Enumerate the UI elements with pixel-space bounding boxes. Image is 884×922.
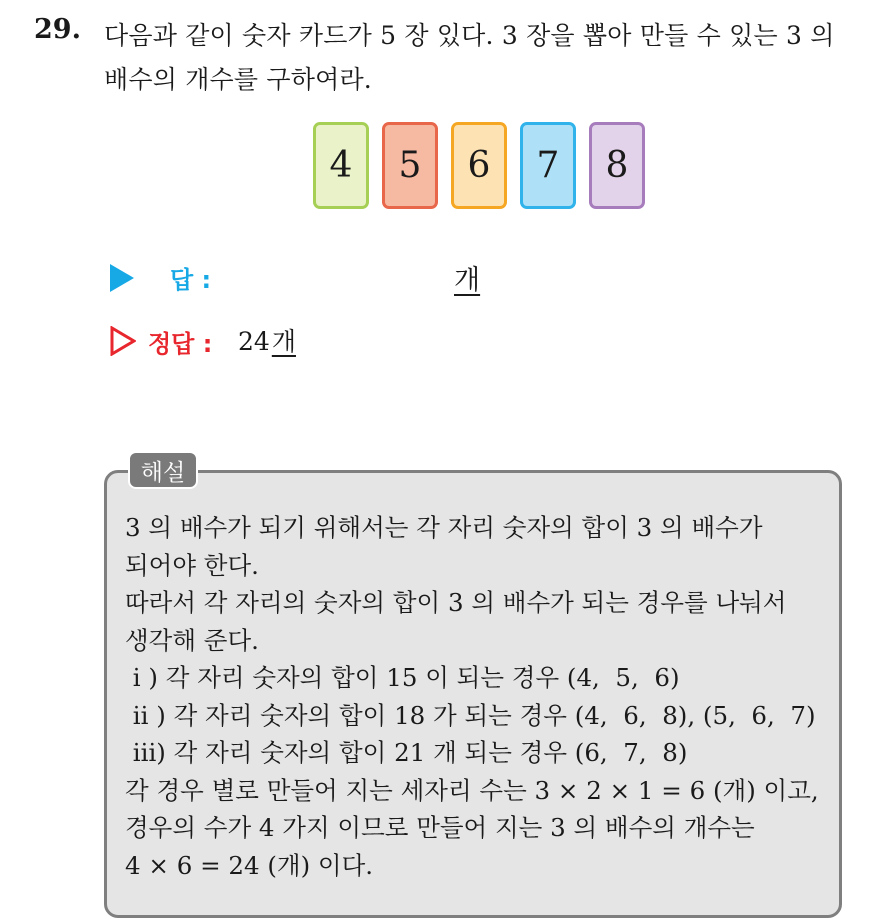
solution-line: 생각해 준다. xyxy=(125,625,259,655)
solution-line: 경우의 수가 4 가지 이므로 만들어 지는 3 의 배수의 개수는 xyxy=(125,813,755,842)
play-triangle-icon xyxy=(110,264,134,292)
solution-line: 따라서 각 자리의 숫자의 합이 3 의 배수가 되는 경우를 나눠서 xyxy=(125,588,787,617)
solution-line: 되어야 한다. xyxy=(125,550,259,580)
number-card: 6 xyxy=(451,122,507,209)
question-number: 29. xyxy=(34,14,81,45)
outline-triangle-icon xyxy=(110,326,136,356)
solution-line: 3 의 배수가 되기 위해서는 각 자리 숫자의 합이 3 의 배수가 xyxy=(125,513,763,542)
answer-unit[interactable]: 개 xyxy=(454,265,481,296)
correct-answer-value: 24개 xyxy=(238,327,296,356)
number-card: 7 xyxy=(520,122,576,209)
number-cards xyxy=(313,122,645,209)
solution-line: 4 × 6 = 24 (개) 이다. xyxy=(125,850,374,880)
solution-line: i ) 각 자리 숫자의 합이 15 이 되는 경우 (4, 5, 6) xyxy=(125,663,680,692)
question-text: 다음과 같이 숫자 카드가 5 장 있다. 3 장을 뽑아 만들 수 있는 3 의 배수의 개수를 구하여라. xyxy=(104,21,835,94)
solution-line: ii ) 각 자리 숫자의 합이 18 가 되는 경우 (4, 6, 8), (5, 6, 7) xyxy=(125,700,816,730)
correct-answer-row xyxy=(110,322,610,362)
number-card: 8 xyxy=(589,122,645,209)
number-card: 4 xyxy=(313,122,369,209)
correct-answer-label: 정답 : xyxy=(148,330,213,358)
number-card: 5 xyxy=(382,122,438,209)
solution-text xyxy=(125,509,825,884)
answer-row xyxy=(110,258,610,298)
solution-line: 각 경우 별로 만들어 지는 세자리 수는 3 × 2 × 1 = 6 (개) 이고, xyxy=(125,775,819,805)
solution-tag: 해설 xyxy=(128,451,198,489)
answer-label: 답 : xyxy=(170,266,212,294)
solution-line: iii) 각 자리 숫자의 합이 21 개 되는 경우 (6, 7, 8) xyxy=(125,738,688,767)
